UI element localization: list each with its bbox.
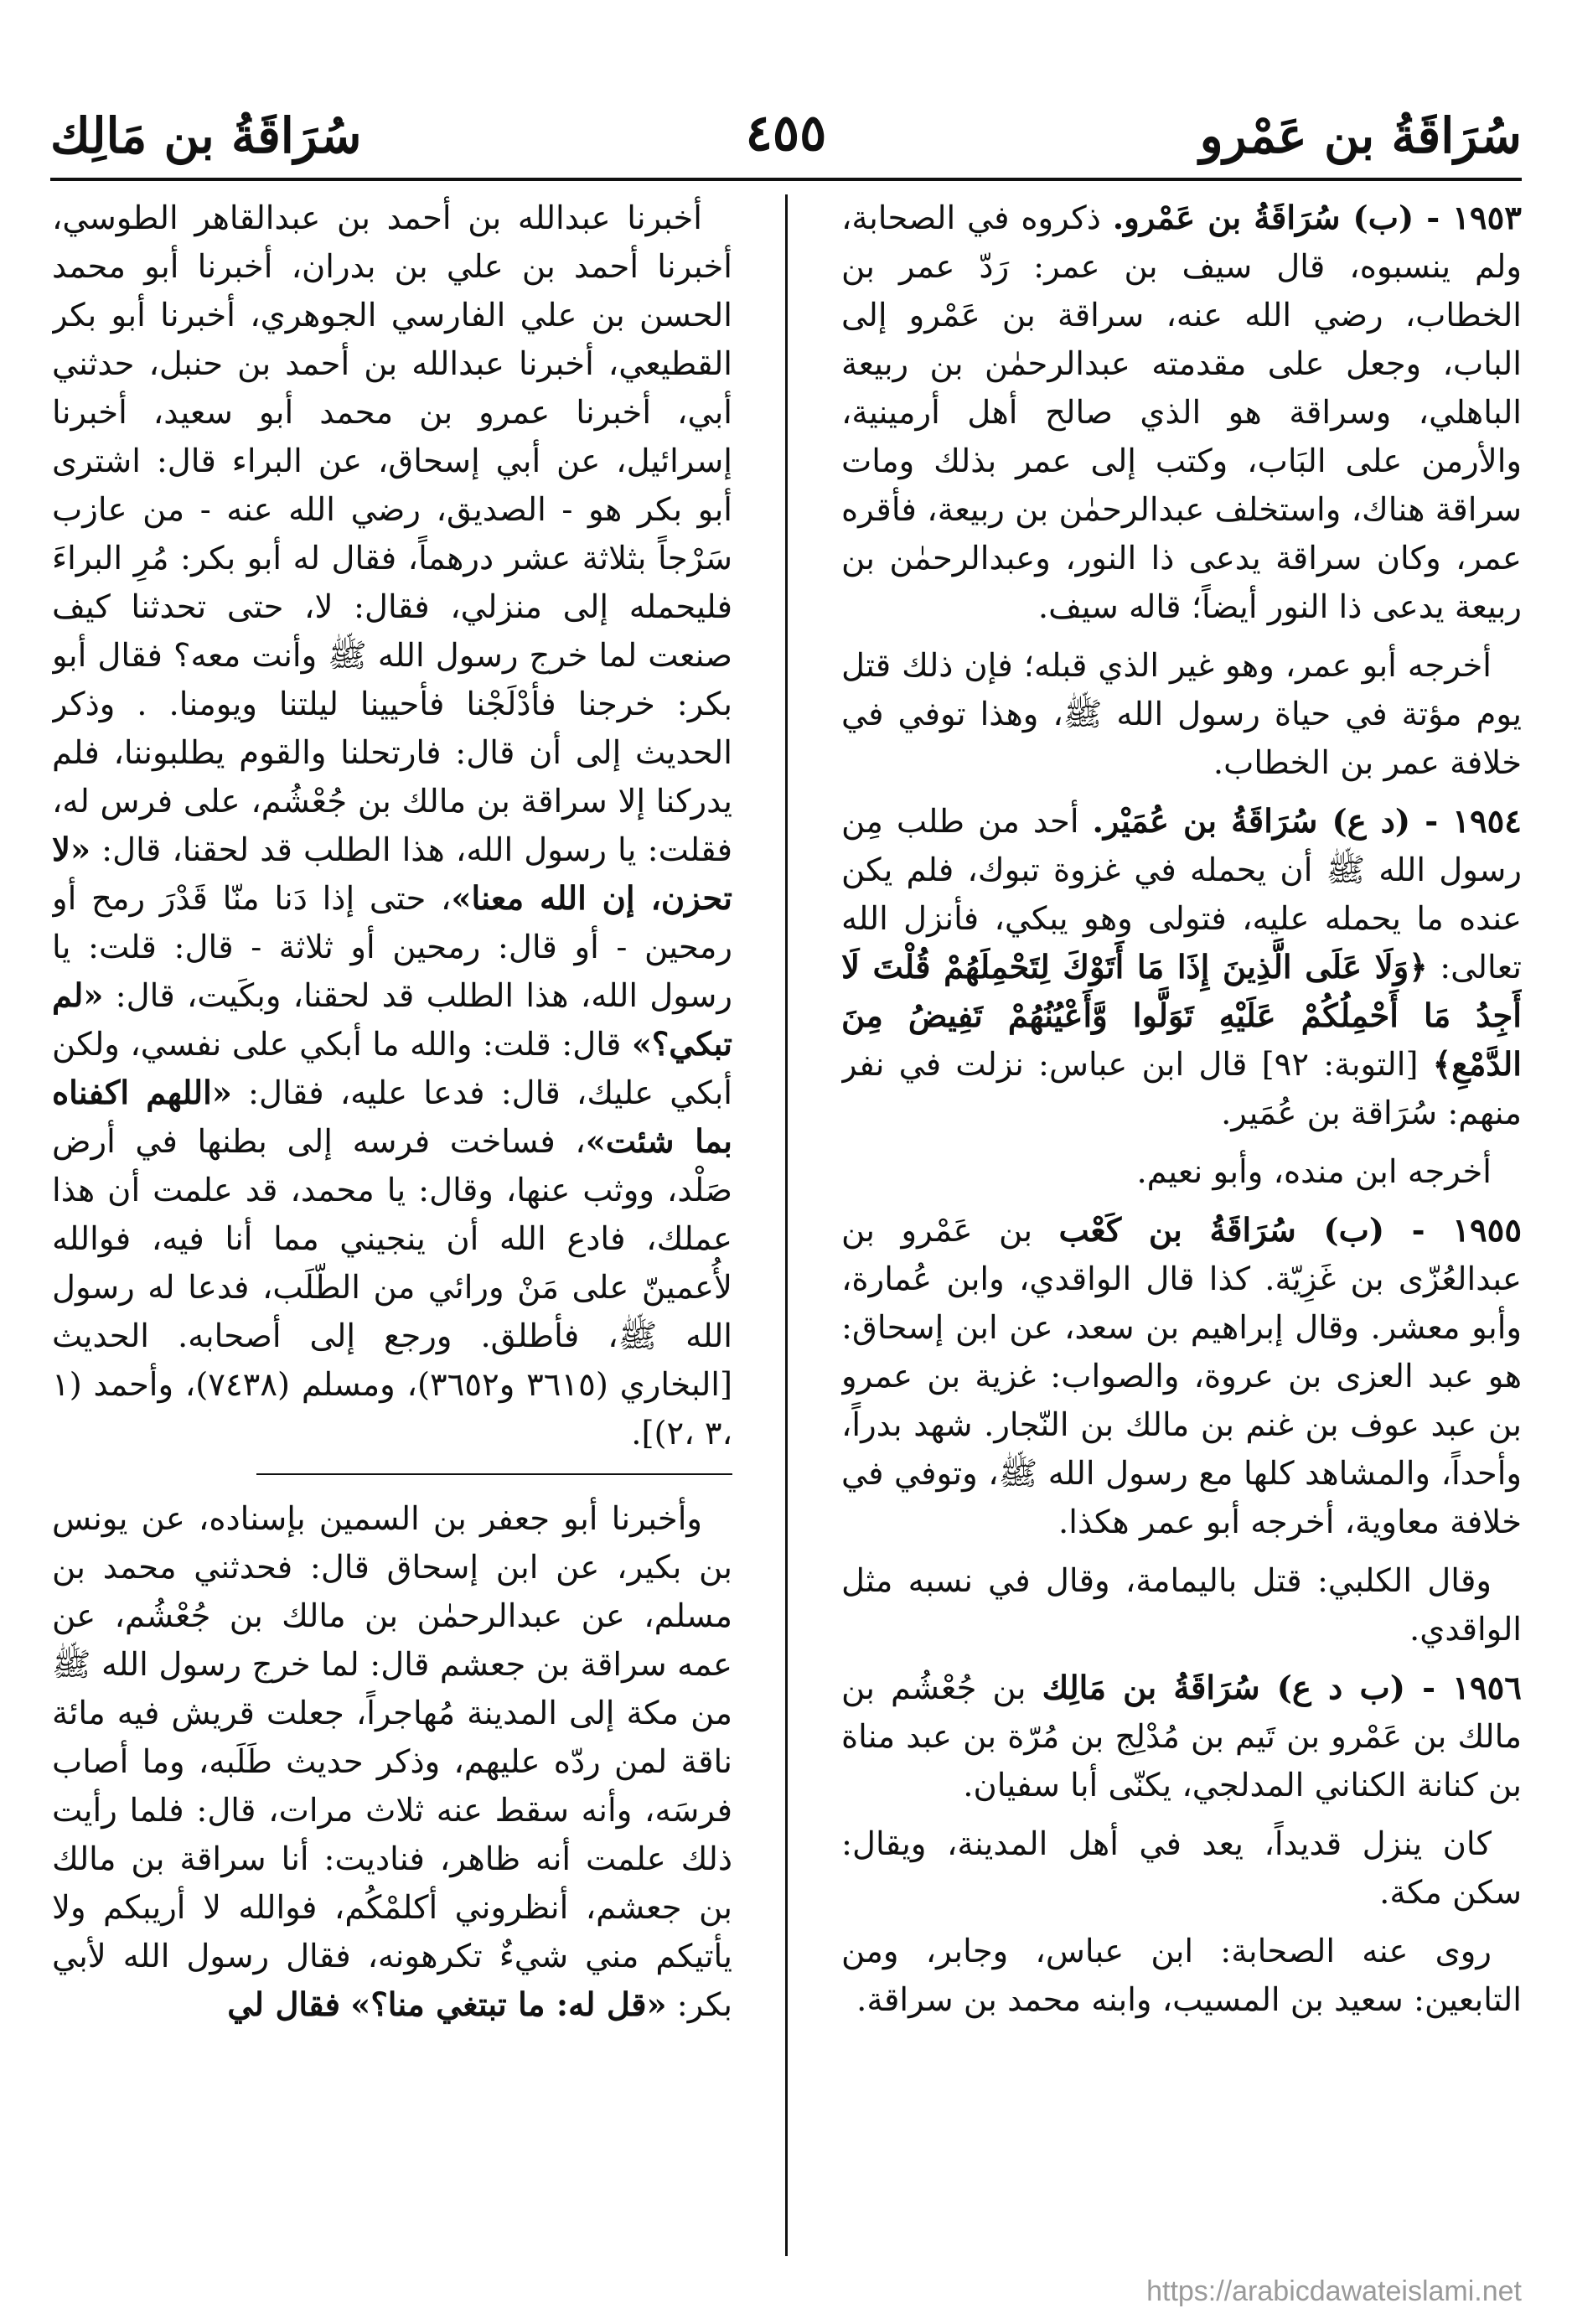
left-column xyxy=(52,194,732,2256)
quran-verse: ﴿وَلَا عَلَى الَّذِينَ إِذَا مَا أَتَوْكَ لِتَحْمِلَهُمْ قُلْتَ لَا أَجِدُ مَا أَحْمِلُكُمْ عَلَيْهِ تَوَلَّوا وَّأَعْيُنُهُمْ تَفِيضُ مِنَ الدَّمْعِ﴾ xyxy=(841,949,1522,1084)
hadith-text: فقال لي xyxy=(227,1986,341,2024)
prophet-quote: «اللهم اكفناه بما شئت» xyxy=(52,1074,732,1161)
watermark-url: https://arabicdawateislami.net xyxy=(1146,2275,1522,2307)
paragraph: أخرجه ابن منده، وأبو نعيم. xyxy=(1136,1153,1492,1191)
entry-text: أحد من طلب مِن رسول الله ﷺ أن يحمله في غزوة تبوك، فلم يكن عنده ما يحمله عليه، فتولى وهو يبكي، فأنزل الله تعالى: xyxy=(841,803,1522,986)
entry-heading: ١٩٥٦ - (ب د ع) سُرَاقَةُ بن مَالِك xyxy=(1042,1669,1522,1707)
running-title-right: سُرَاقَةُ بن عَمْرو xyxy=(1199,107,1522,164)
hadith-text: ، حتى إذا دَنا منّا قَدْرَ رمح أو رمحين - أو قال: رمحين أو ثلاثة - قال: قلت: يا رسول الله، هذا الطلب قد لحقنا، وبكَيت، قال: xyxy=(52,880,732,1015)
page-number: ٤٥٥ xyxy=(745,104,827,163)
paragraph: كان ينزل قديداً، يعد في أهل المدينة، ويقال: سكن مكة. xyxy=(841,1825,1522,1912)
prophet-quote: «قل له: ما تبتغي منا؟» xyxy=(350,1986,667,2024)
entry-text: بن جُعْشُم بن مالك بن عَمْرو بن تَيم بن مُدْلِج بن مُرّة بن عبد مناة بن كنانة الكناني المدلجي، يكنّى أبا سفيان. xyxy=(841,1669,1522,1804)
section-rule xyxy=(256,1473,732,1475)
entry-text: ذكروه في الصحابة، ولم ينسبوه، قال سيف بن عمر: رَدّ عمر بن الخطاب، رضي الله عنه، سراقة بن عَمْرو إلى الباب، وجعل على مقدمته عبدالرحمٰن بن ربيعة الباهلي، وسراقة هو الذي صالح أهل أرمينية، والأرمن على البَاب، وكتب إلى عمر بذلك ومات سراقة هناك، واستخلف عبدالرحمٰن بن ربيعة، فأقره عمر، وكان سراقة يدعى ذا النور، وعبدالرحمٰن بن ربيعة يدعى ذا النور أيضاً؛ قاله سيف. xyxy=(841,199,1522,626)
prophet-quote: «لا تحزن، إن الله معنا» xyxy=(52,831,732,918)
entry-text: [التوبة: ٩٢] قال ابن عباس: نزلت في نفر منهم: سُرَاقة بن عُمَير. xyxy=(841,1046,1522,1132)
hadith-text: أخبرنا عبدالله بن أحمد بن عبدالقاهر الطوسي، أخبرنا أحمد بن علي بن بدران، أخبرنا أبو محمد الحسن بن علي الفارسي الجوهري، أخبرنا أبو بكر القطيعي، أخبرنا عبدالله بن أحمد بن حنبل، حدثني أبي، أخبرنا عمرو بن محمد أبو سعيد، أخبرنا إسرائيل، عن أبي إسحاق، عن البراء قال: اشترى أبو بكر هو - الصديق، رضي الله عنه - من عازب سَرْجاً بثلاثة عشر درهماً، فقال له أبو بكر: مُرِ البراءَ فليحمله إلى منزلي، فقال: لا، حتى تحدثنا كيف صنعت لما خرج رسول الله ﷺ وأنت معه؟ فقال أبو بكر: خرجنا فأدْلَجْنا فأحيينا ليلتنا ويومنا. . وذكر الحديث إلى أن قال: فارتحلنا والقوم يطلبوننا، فلم يدركنا إلا سراقة بن مالك بن جُعْشُم، على فرس له، فقلت: يا رسول الله، هذا الطلب قد لحقنا، قال: xyxy=(52,199,732,869)
entry-heading: ١٩٥٤ - (د ع) سُرَاقَةُ بن عُمَيْر. xyxy=(1092,803,1522,841)
prophet-quote: «لم تبكي؟» xyxy=(52,977,732,1064)
entry-heading: ١٩٥٥ - (ب) سُرَاقَةُ بن كَعْب xyxy=(1058,1212,1522,1250)
entry-1955 xyxy=(841,1207,1522,1547)
running-title-left: سُرَاقَةُ بن مَالِك xyxy=(50,107,362,164)
entry-text: بن عَمْرو بن عبدالعُزّى بن غَزِيّة. كذا قال الواقدي، وابن عُمارة، وأبو معشر. وقال إبراهيم بن سعد، عن ابن إسحاق: هو عبد العزى بن عروة، والصواب: غزية بن عمرو بن عبد عوف بن غنم بن مالك بن النّجار. شهد بدراً، وأحداً، والمشاهد كلها مع رسول الله ﷺ، وتوفي في خلافة معاوية، أخرجه أبو عمر هكذا. xyxy=(841,1212,1522,1541)
entry-heading: ١٩٥٣ - (ب) سُرَاقَةُ بن عَمْرو. xyxy=(1112,199,1522,237)
page-header xyxy=(50,99,1522,174)
entry-1953 xyxy=(841,194,1522,632)
entry-1954 xyxy=(841,798,1522,1138)
hadith-text: ، فساخت فرسه إلى بطنها في أرض صَلْد، ووثب عنها، وقال: يا محمد، قد علمت أن هذا عملك، فادع الله أن ينجيني مما أنا فيه، فوالله لأُعمينّ على مَنْ ورائي من الطّلَب، فدعا له رسول الله ﷺ، فأطلق. ورجع إلى أصحابه. الحديث [البخاري (٣٦١٥ و٣٦٥٢)، ومسلم (٧٤٣٨)، وأحمد (١ ،٣ ،٢)]. xyxy=(52,1123,732,1452)
hadith-paragraph xyxy=(52,1495,732,2030)
paragraph: وقال الكلبي: قتل باليمامة، وقال في نسبه مثل الواقدي. xyxy=(841,1562,1522,1649)
hadith-paragraph xyxy=(52,194,732,1458)
entry-1956 xyxy=(841,1664,1522,1810)
header-rule xyxy=(50,178,1522,181)
paragraph: أخرجه أبو عمر، وهو غير الذي قبله؛ فإن ذلك قتل يوم مؤتة في حياة رسول الله ﷺ، وهذا توفي في خلافة عمر بن الخطاب. xyxy=(841,647,1522,782)
hadith-text: قال: قلت: والله ما أبكي على نفسي، ولكن أبكي عليك، قال: فدعا عليه، فقال: xyxy=(52,1026,732,1112)
paragraph: روى عنه الصحابة: ابن عباس، وجابر، ومن التابعين: سعيد بن المسيب، وابنه محمد بن سراقة. xyxy=(841,1933,1522,2019)
column-separator xyxy=(785,194,788,2256)
hadith-text: وأخبرنا أبو جعفر بن السمين بإسناده، عن يونس بن بكير، عن ابن إسحاق قال: فحدثني محمد بن مسلم، عن عبدالرحمٰن بن مالك بن جُعْشُم، عن عمه سراقة بن جعشم قال: لما خرج رسول الله ﷺ من مكة إلى المدينة مُهاجراً، جعلت قريش فيه مائة ناقة لمن ردّه عليهم، وذكر حديث طَلَبه، وما أصاب فرسَه، وأنه سقط عنه ثلاث مرات، قال: فلما رأيت ذلك علمت أنه ظاهر، فناديت: أنا سراقة بن مالك بن جعشم، أنظروني أكلمْكُم، فوالله لا أريبكم ولا يأتيكم مني شيءٌ تكرهونه، فقال رسول الله لأبي بكر: xyxy=(52,1500,732,2024)
right-column xyxy=(841,194,1522,2256)
